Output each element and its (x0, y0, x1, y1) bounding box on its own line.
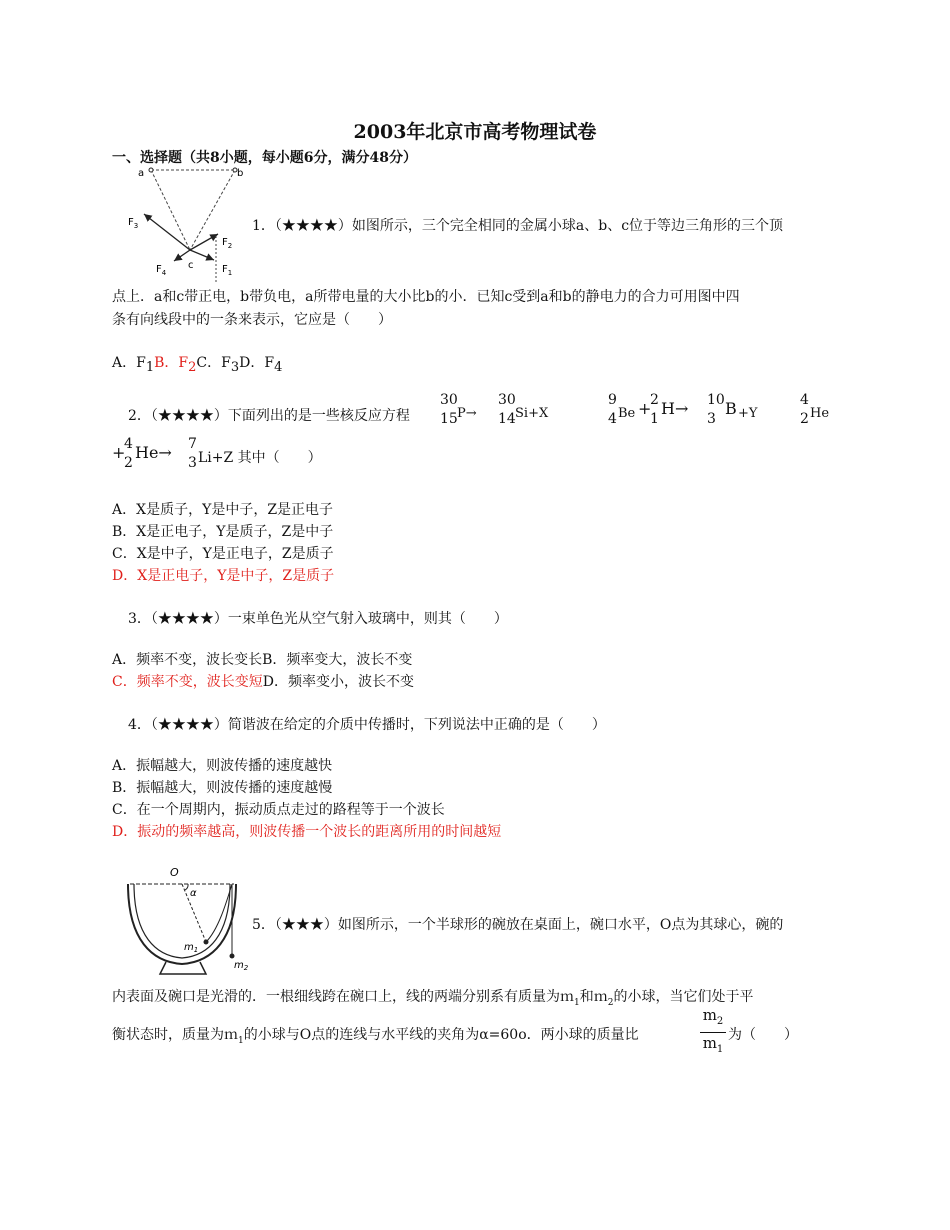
fraction-numerator: $m_2$ (702, 1006, 724, 1027)
q3-option-b[interactable]: B．频率变大，波长不变 (262, 652, 413, 668)
q1-line1: 1．（★★★★）如图所示，三个完全相同的金属小球a、b、c位于等边三角形的三个顶 (252, 218, 784, 234)
label-F4: $F_4$ (156, 264, 167, 277)
q2-stem: 2．（★★★★）下面列出的是一些核反应方程 (128, 408, 410, 424)
q3-option-c[interactable]: C．频率不变，波长变短 (112, 674, 263, 690)
mass-m2 (230, 954, 235, 959)
q1-option-b[interactable]: B．$F_2$ (154, 355, 197, 375)
label-O: O (170, 866, 179, 879)
label-b: b (237, 168, 244, 179)
charge-a (149, 168, 153, 172)
page-title: 2003年北京市高考物理试卷 (353, 121, 597, 143)
section-heading: 一、选择题（共8小题，每小题6分，满分48分） (112, 150, 417, 166)
q2-option-d[interactable]: D．X是正电子，Y是中子，Z是质子 (112, 568, 335, 584)
q5-line3: 衡状态时，质量为ｍ$_1$的小球与O点的连线与水平线的夹角为α=60o．两小球的质量比 (112, 1027, 639, 1046)
q4-option-a[interactable]: A．振幅越大，则波传播的速度越快 (112, 758, 333, 774)
q3-option-d[interactable]: D．频率变小，波长不变 (262, 674, 414, 690)
label-F1: $F_1$ (222, 264, 233, 277)
q3-stem: 3．（★★★★）一束单色光从空气射入玻璃中，则其（ ） (128, 611, 508, 627)
triangle-side-bc (190, 170, 235, 250)
q2-option-a[interactable]: A．X是质子，Y是中子，Z是正电子 (112, 502, 334, 518)
q3-options-row2 (112, 671, 414, 693)
q3-options-row1 (112, 649, 412, 671)
q2-option-c[interactable]: C．X是中子，Y是正电子，Z是质子 (112, 546, 334, 562)
q1-option-a[interactable]: A．$F_1$ (112, 355, 155, 375)
string-curve (206, 884, 232, 942)
label-c: c (188, 260, 194, 271)
mass-m1 (204, 940, 209, 945)
mass-ratio-fraction (698, 1006, 728, 1059)
q1-option-c[interactable]: C．$F_3$ (196, 355, 240, 375)
q1-option-d[interactable]: D．$F_4$ (239, 355, 283, 375)
force-F1-arrow (190, 250, 214, 260)
bowl-inner (134, 884, 230, 958)
q4-option-b[interactable]: B．振幅越大，则波传播的速度越慢 (112, 780, 333, 796)
label-a: a (138, 168, 145, 179)
q4-option-d[interactable]: D．振动的频率越高，则波传播一个波长的距离所用的时间越短 (112, 824, 502, 840)
q2-option-b[interactable]: B．X是正电子，Y是质子，Z是中子 (112, 524, 334, 540)
label-m2: $m_2$ (234, 960, 249, 972)
label-F2: $F_2$ (222, 237, 233, 250)
q5-bowl-figure (122, 860, 252, 980)
q3-option-a[interactable]: A．频率不变，波长变长 (112, 652, 263, 668)
q1-options (112, 352, 282, 379)
bowl-outer (128, 884, 236, 964)
angle-arc (185, 884, 188, 890)
q1-triangle-figure (118, 162, 248, 282)
force-F3-arrow (144, 214, 190, 250)
label-m1: $m_1$ (184, 942, 199, 954)
q1-line2: 点上．a和c带正电，b带负电，a所带电量的大小比b的小．已知c受到a和b的静电力的合力可用图中四 (112, 289, 740, 305)
triangle-side-ac (151, 170, 190, 250)
fraction-denominator: $m_1$ (702, 1034, 724, 1055)
q4-option-c[interactable]: C．在一个周期内，振动质点走过的路程等于一个波长 (112, 802, 445, 818)
fraction-bar (700, 1032, 726, 1033)
label-alpha: α (190, 888, 197, 899)
q5-line1: 5．（★★★）如图所示，一个半球形的碗放在桌面上，碗口水平，O点为其球心，碗的 (252, 917, 784, 933)
q4-stem: 4．（★★★★）简谐波在给定的介质中传播时，下列说法中正确的是（ ） (128, 717, 606, 733)
label-F3: $F_3$ (128, 217, 139, 230)
q5-line3-end: 为（ ） (728, 1027, 798, 1043)
q1-line3: 条有向线段中的一条来表示，它应是（ ） (112, 312, 392, 328)
q5-line2: 内表面及碗口是光滑的．一根细线跨在碗口上，线的两端分别系有质量为ｍ$_1$和ｍ$_2$的小球，当它们处于平 (112, 989, 754, 1008)
